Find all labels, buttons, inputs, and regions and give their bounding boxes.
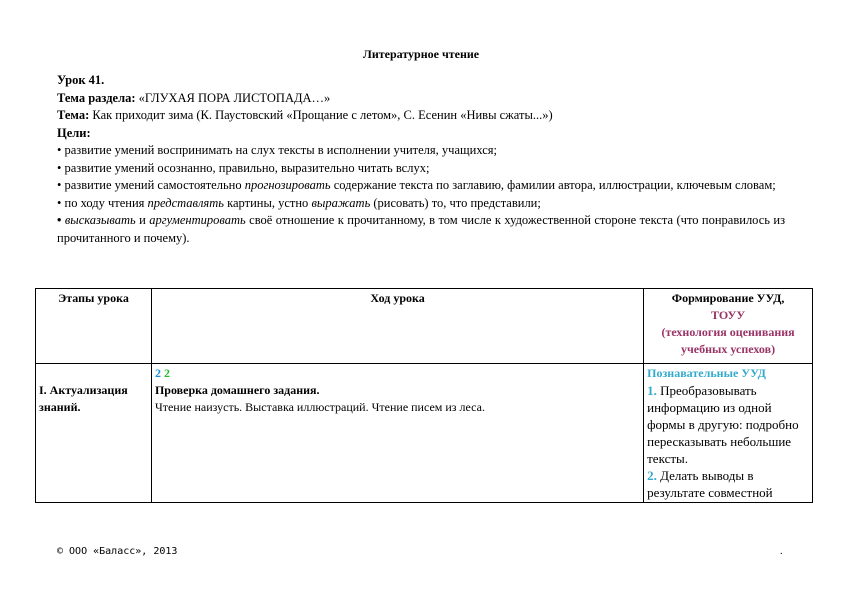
goal-5-and: и [139,213,146,227]
uud-item-2-text: Делать выводы в результате совместной [647,468,773,500]
uud-title: Познавательные УУД [647,366,766,380]
course-cell [151,364,643,503]
header-uud-touu: ТОУУ [711,308,746,322]
lesson-table [35,288,813,503]
header-uud [644,289,813,364]
goal-5-em1: высказывать [64,213,136,227]
goal-4-post: (рисовать) то, что представили; [373,195,541,210]
uud-cell [644,364,813,503]
lesson-info [57,72,785,247]
goal-3-pre: • развитие умений самостоятельно [57,178,242,192]
goal-4-pre: • по ходу чтения [57,195,145,210]
section-line [57,90,785,108]
course-text: Чтение наизусть. Выставка иллюстраций. Чтение писем из леса. [154,400,485,414]
goal-4-mid: картины, устно [227,195,309,210]
table-header-row [36,289,813,364]
uud-item-2 [647,467,809,501]
goal-3-post: содержание текста по заглавию, фамилии автора, иллюстрации, ключевым словам; [333,178,776,192]
marker-blue: 2 [154,366,161,380]
topic-label: Тема: [57,108,90,122]
goal-5-post: своё отношение к прочитанному, в том числе к художественной стороне текста (что понравилось из прочитанного и почему). [57,213,786,245]
section-label: Тема раздела: [57,90,136,105]
header-stages: Этапы урока [36,289,152,364]
footer-mark: . [780,546,783,557]
goal-5-bullet: • [57,213,62,227]
uud-item-1-text: Преобразовывать информацию из одной формы в другую: подробно пересказывать небольшие тексты. [647,383,799,466]
goal-4 [57,195,785,213]
time-markers [155,365,640,382]
uud-item-1 [647,382,809,467]
goal-5-em2: аргументировать [149,213,246,227]
lesson-number: Урок 41. [57,73,105,87]
copyright: © ООО «Баласс», 2013 [57,546,178,557]
goal-3 [57,177,785,195]
goal-3-em: прогнозировать [244,178,331,192]
page-title: Литературное чтение [362,47,480,61]
table-row [36,364,813,503]
header-uud-tech: (технология оценивания учебных успехов) [661,325,795,356]
header-uud-line1: Формирование УУД, [671,291,785,305]
goal-2: • развитие умений осознанно, правильно, выразительно читать вслух; [57,160,430,175]
uud-item-2-num: 2. [647,468,657,483]
goals-label: Цели: [57,125,91,140]
goal-4-em2: выражать [311,195,371,210]
section-value: «ГЛУХАЯ ПОРА ЛИСТОПАДА…» [138,90,331,105]
course-heading: Проверка домашнего задания. [154,383,320,397]
goal-1: • развитие умений воспринимать на слух тексты в исполнении учителя, учащихся; [57,143,497,157]
uud-item-1-num: 1. [647,383,657,398]
goal-5 [57,212,785,247]
topic-value: Как приходит зима (К. Паустовский «Прощание с летом», С. Есенин «Нивы сжаты...») [92,108,553,122]
header-course: Ход урока [151,289,643,364]
marker-green: 2 [163,366,170,380]
topic-line [57,107,785,125]
stage-cell: I. Актуализация знаний. [36,364,152,503]
goal-4-em1: представлять [147,195,224,210]
